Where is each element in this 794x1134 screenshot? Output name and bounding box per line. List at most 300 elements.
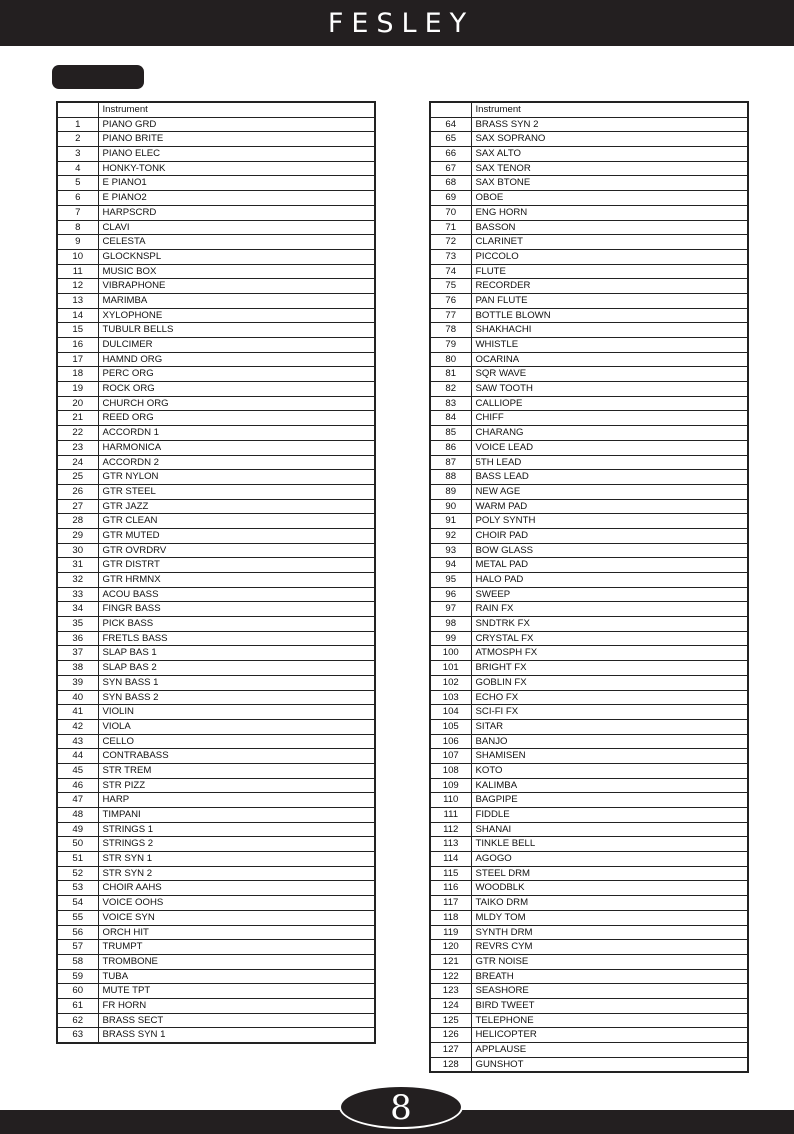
- instrument-name: PICCOLO: [471, 249, 748, 264]
- instrument-name: BRASS SECT: [98, 1013, 375, 1028]
- instrument-number: 99: [430, 631, 471, 646]
- table-row: [430, 1057, 748, 1072]
- table-row: [430, 705, 748, 720]
- instrument-name: CHOIR PAD: [471, 528, 748, 543]
- table-row: [57, 205, 375, 220]
- instrument-name: ROCK ORG: [98, 382, 375, 397]
- instrument-name: WOODBLK: [471, 881, 748, 896]
- table-row: [57, 396, 375, 411]
- instrument-name: REVRS CYM: [471, 940, 748, 955]
- instrument-number: 115: [430, 866, 471, 881]
- instrument-name: BOTTLE BLOWN: [471, 308, 748, 323]
- table-row: [430, 954, 748, 969]
- table-row: [430, 440, 748, 455]
- instrument-number: 102: [430, 675, 471, 690]
- table-row: [430, 147, 748, 162]
- instrument-number: 58: [57, 954, 98, 969]
- instrument-number: 71: [430, 220, 471, 235]
- instrument-column-header: Instrument: [98, 102, 375, 117]
- instrument-name: OBOE: [471, 191, 748, 206]
- instrument-name: TIMPANI: [98, 808, 375, 823]
- table-row: [57, 367, 375, 382]
- instrument-table-left: [56, 101, 376, 1044]
- table-row: [57, 484, 375, 499]
- instrument-name: GOBLIN FX: [471, 675, 748, 690]
- table-row: [57, 690, 375, 705]
- instrument-name: ATMOSPH FX: [471, 646, 748, 661]
- instrument-name: CHARANG: [471, 426, 748, 441]
- instrument-number: 125: [430, 1013, 471, 1028]
- instrument-number: 119: [430, 925, 471, 940]
- instrument-name: TELEPHONE: [471, 1013, 748, 1028]
- instrument-number: 108: [430, 763, 471, 778]
- instrument-name: BOW GLASS: [471, 543, 748, 558]
- table-row: [57, 352, 375, 367]
- table-row: [430, 1028, 748, 1043]
- instrument-number: 60: [57, 984, 98, 999]
- instrument-name: TINKLE BELL: [471, 837, 748, 852]
- table-row: [57, 382, 375, 397]
- table-row: [57, 249, 375, 264]
- table-row: [57, 411, 375, 426]
- instrument-name: FR HORN: [98, 998, 375, 1013]
- table-row: [430, 617, 748, 632]
- instrument-number: 85: [430, 426, 471, 441]
- instrument-number: 95: [430, 573, 471, 588]
- table-row: [430, 587, 748, 602]
- instrument-number: 62: [57, 1013, 98, 1028]
- instrument-name: MARIMBA: [98, 293, 375, 308]
- instrument-name: CLARINET: [471, 235, 748, 250]
- table-row: [57, 719, 375, 734]
- table-row: [430, 528, 748, 543]
- instrument-number: 109: [430, 778, 471, 793]
- table-row: [430, 514, 748, 529]
- instrument-number: 17: [57, 352, 98, 367]
- instrument-number: 22: [57, 426, 98, 441]
- instrument-name: CRYSTAL FX: [471, 631, 748, 646]
- instrument-name: TAIKO DRM: [471, 896, 748, 911]
- table-row: [57, 543, 375, 558]
- table-row: [57, 940, 375, 955]
- instrument-name: FLUTE: [471, 264, 748, 279]
- instrument-name: HARPSCRD: [98, 205, 375, 220]
- table-row: [430, 426, 748, 441]
- table-row: [430, 661, 748, 676]
- instrument-name: HALO PAD: [471, 573, 748, 588]
- instrument-name: SEASHORE: [471, 984, 748, 999]
- table-row: [430, 984, 748, 999]
- instrument-number: 63: [57, 1028, 98, 1043]
- instrument-name: NEW AGE: [471, 484, 748, 499]
- instrument-number: 11: [57, 264, 98, 279]
- instrument-number: 49: [57, 822, 98, 837]
- instrument-name: FIDDLE: [471, 808, 748, 823]
- instrument-number: 16: [57, 338, 98, 353]
- table-row: [430, 235, 748, 250]
- table-row: [57, 925, 375, 940]
- table-row: [430, 573, 748, 588]
- table-row: [430, 323, 748, 338]
- instrument-name: ACCORDN 1: [98, 426, 375, 441]
- table-row: [430, 352, 748, 367]
- table-row: [430, 910, 748, 925]
- table-row: [57, 235, 375, 250]
- table-row: [430, 367, 748, 382]
- table-row: [430, 675, 748, 690]
- table-row: [57, 617, 375, 632]
- table-row: [430, 308, 748, 323]
- instrument-number: 53: [57, 881, 98, 896]
- instrument-number: 77: [430, 308, 471, 323]
- page-number: 8: [390, 1088, 412, 1128]
- instrument-number: 13: [57, 293, 98, 308]
- instrument-number: 81: [430, 367, 471, 382]
- instrument-name: GTR NOISE: [471, 954, 748, 969]
- table-row: [430, 279, 748, 294]
- instrument-number: 82: [430, 382, 471, 397]
- table-row: [57, 808, 375, 823]
- table-row: [430, 249, 748, 264]
- table-row: [57, 264, 375, 279]
- instrument-name: WARM PAD: [471, 499, 748, 514]
- instrument-name: SAW TOOTH: [471, 382, 748, 397]
- table-row: [430, 969, 748, 984]
- instrument-name: GTR JAZZ: [98, 499, 375, 514]
- instrument-number: 65: [430, 132, 471, 147]
- instrument-name: GTR NYLON: [98, 470, 375, 485]
- instrument-name: CELESTA: [98, 235, 375, 250]
- instrument-number: 122: [430, 969, 471, 984]
- table-row: [57, 602, 375, 617]
- instrument-name: SAX BTONE: [471, 176, 748, 191]
- instrument-name: GUNSHOT: [471, 1057, 748, 1072]
- instrument-number: 76: [430, 293, 471, 308]
- instrument-number: 51: [57, 852, 98, 867]
- table-row: [57, 896, 375, 911]
- number-column-header: [57, 102, 98, 117]
- instrument-name: TROMBONE: [98, 954, 375, 969]
- table-row: [57, 514, 375, 529]
- table-row: [57, 528, 375, 543]
- table-row: [430, 558, 748, 573]
- instrument-name: STR SYN 1: [98, 852, 375, 867]
- table-row: [430, 1043, 748, 1058]
- instrument-name: GLOCKNSPL: [98, 249, 375, 264]
- table-row: [57, 837, 375, 852]
- table-row: [430, 220, 748, 235]
- table-row: [430, 998, 748, 1013]
- number-column-header: [430, 102, 471, 117]
- instrument-number: 31: [57, 558, 98, 573]
- table-row: [430, 1013, 748, 1028]
- instrument-number: 114: [430, 852, 471, 867]
- instrument-name: KOTO: [471, 763, 748, 778]
- instrument-name: HARMONICA: [98, 440, 375, 455]
- instrument-name: SLAP BAS 1: [98, 646, 375, 661]
- table-row: [57, 1013, 375, 1028]
- instrument-name: RECORDER: [471, 279, 748, 294]
- instrument-number: 14: [57, 308, 98, 323]
- instrument-number: 86: [430, 440, 471, 455]
- instrument-name: REED ORG: [98, 411, 375, 426]
- instrument-number: 39: [57, 675, 98, 690]
- instrument-number: 34: [57, 602, 98, 617]
- instrument-number: 107: [430, 749, 471, 764]
- table-row: [57, 499, 375, 514]
- instrument-number: 103: [430, 690, 471, 705]
- table-row: [57, 852, 375, 867]
- instrument-name: CHURCH ORG: [98, 396, 375, 411]
- table-row: [57, 1028, 375, 1043]
- instrument-number: 36: [57, 631, 98, 646]
- instrument-number: 9: [57, 235, 98, 250]
- table-header-row: [430, 102, 748, 117]
- table-row: [57, 426, 375, 441]
- instrument-number: 46: [57, 778, 98, 793]
- instrument-name: TRUMPT: [98, 940, 375, 955]
- table-row: [430, 631, 748, 646]
- instrument-name: BRIGHT FX: [471, 661, 748, 676]
- instrument-number: 101: [430, 661, 471, 676]
- instrument-number: 113: [430, 837, 471, 852]
- instrument-number: 121: [430, 954, 471, 969]
- instrument-name: SCI-FI FX: [471, 705, 748, 720]
- instrument-number: 126: [430, 1028, 471, 1043]
- header-bar: [0, 0, 794, 46]
- table-row: [57, 191, 375, 206]
- instrument-name: PIANO ELEC: [98, 147, 375, 162]
- instrument-name: OCARINA: [471, 352, 748, 367]
- table-row: [430, 719, 748, 734]
- table-row: [57, 176, 375, 191]
- instrument-name: SHANAI: [471, 822, 748, 837]
- table-row: [430, 837, 748, 852]
- instrument-name: SHAKHACHI: [471, 323, 748, 338]
- instrument-number: 70: [430, 205, 471, 220]
- table-row: [430, 455, 748, 470]
- instrument-number: 124: [430, 998, 471, 1013]
- table-row: [57, 778, 375, 793]
- instrument-number: 106: [430, 734, 471, 749]
- instrument-name: VOICE SYN: [98, 910, 375, 925]
- instrument-number: 15: [57, 323, 98, 338]
- table-row: [57, 793, 375, 808]
- table-row: [57, 866, 375, 881]
- instrument-name: BASS LEAD: [471, 470, 748, 485]
- table-row: [430, 411, 748, 426]
- instrument-number: 100: [430, 646, 471, 661]
- table-row: [430, 191, 748, 206]
- instrument-number: 41: [57, 705, 98, 720]
- instrument-name: POLY SYNTH: [471, 514, 748, 529]
- table-row: [57, 705, 375, 720]
- instrument-number: 79: [430, 338, 471, 353]
- instrument-number: 19: [57, 382, 98, 397]
- instrument-number: 33: [57, 587, 98, 602]
- instrument-number: 5: [57, 176, 98, 191]
- instrument-name: BRASS SYN 1: [98, 1028, 375, 1043]
- instrument-number: 93: [430, 543, 471, 558]
- instrument-name: PERC ORG: [98, 367, 375, 382]
- table-row: [430, 734, 748, 749]
- instrument-number: 18: [57, 367, 98, 382]
- instrument-name: PAN FLUTE: [471, 293, 748, 308]
- instrument-name: ECHO FX: [471, 690, 748, 705]
- instrument-name: ENG HORN: [471, 205, 748, 220]
- instrument-name: VOICE OOHS: [98, 896, 375, 911]
- instrument-number: 84: [430, 411, 471, 426]
- instrument-number: 88: [430, 470, 471, 485]
- instrument-number: 80: [430, 352, 471, 367]
- instrument-name: VIOLA: [98, 719, 375, 734]
- instrument-number: 55: [57, 910, 98, 925]
- instrument-number: 6: [57, 191, 98, 206]
- instrument-name: STR TREM: [98, 763, 375, 778]
- instrument-name: 5TH LEAD: [471, 455, 748, 470]
- instrument-name: VIBRAPHONE: [98, 279, 375, 294]
- instrument-number: 4: [57, 161, 98, 176]
- instrument-name: XYLOPHONE: [98, 308, 375, 323]
- instrument-name: SAX TENOR: [471, 161, 748, 176]
- table-row: [57, 881, 375, 896]
- table-row: [57, 338, 375, 353]
- instrument-name: STEEL DRM: [471, 866, 748, 881]
- table-row: [430, 749, 748, 764]
- instrument-number: 26: [57, 484, 98, 499]
- table-row: [57, 470, 375, 485]
- instrument-name: GTR DISTRT: [98, 558, 375, 573]
- table-row: [57, 440, 375, 455]
- instrument-number: 98: [430, 617, 471, 632]
- instrument-number: 64: [430, 117, 471, 132]
- page-number-badge: [339, 1085, 463, 1129]
- instrument-number: 91: [430, 514, 471, 529]
- instrument-name: CLAVI: [98, 220, 375, 235]
- table-row: [430, 822, 748, 837]
- instrument-name: STRINGS 2: [98, 837, 375, 852]
- table-row: [57, 161, 375, 176]
- instrument-number: 120: [430, 940, 471, 955]
- table-row: [57, 279, 375, 294]
- instrument-number: 105: [430, 719, 471, 734]
- instrument-number: 56: [57, 925, 98, 940]
- instrument-name: BAGPIPE: [471, 793, 748, 808]
- instrument-number: 43: [57, 734, 98, 749]
- instrument-name: GTR HRMNX: [98, 573, 375, 588]
- instrument-number: 12: [57, 279, 98, 294]
- instrument-number: 21: [57, 411, 98, 426]
- instrument-number: 25: [57, 470, 98, 485]
- instrument-number: 54: [57, 896, 98, 911]
- instrument-number: 118: [430, 910, 471, 925]
- instrument-number: 96: [430, 587, 471, 602]
- table-row: [57, 734, 375, 749]
- instrument-name: METAL PAD: [471, 558, 748, 573]
- instrument-name: CELLO: [98, 734, 375, 749]
- instrument-name: HARP: [98, 793, 375, 808]
- instrument-name: SQR WAVE: [471, 367, 748, 382]
- instrument-number: 111: [430, 808, 471, 823]
- instrument-name: TUBA: [98, 969, 375, 984]
- instrument-name: GTR STEEL: [98, 484, 375, 499]
- instrument-name: GTR CLEAN: [98, 514, 375, 529]
- instrument-name: SLAP BAS 2: [98, 661, 375, 676]
- instrument-name: RAIN FX: [471, 602, 748, 617]
- table-row: [430, 470, 748, 485]
- instrument-number: 78: [430, 323, 471, 338]
- table-row: [57, 293, 375, 308]
- table-row: [57, 117, 375, 132]
- instrument-number: 94: [430, 558, 471, 573]
- table-row: [57, 675, 375, 690]
- instrument-number: 87: [430, 455, 471, 470]
- instrument-number: 57: [57, 940, 98, 955]
- instrument-number: 29: [57, 528, 98, 543]
- instrument-number: 42: [57, 719, 98, 734]
- table-row: [57, 969, 375, 984]
- instrument-name: BREATH: [471, 969, 748, 984]
- table-row: [430, 852, 748, 867]
- instrument-name: BANJO: [471, 734, 748, 749]
- instrument-number: 69: [430, 191, 471, 206]
- instrument-name: GTR OVRDRV: [98, 543, 375, 558]
- table-row: [430, 690, 748, 705]
- instrument-name: CONTRABASS: [98, 749, 375, 764]
- table-row: [430, 763, 748, 778]
- instrument-number: 2: [57, 132, 98, 147]
- table-row: [430, 117, 748, 132]
- instrument-name: AGOGO: [471, 852, 748, 867]
- table-row: [57, 822, 375, 837]
- table-row: [430, 499, 748, 514]
- instrument-name: MUSIC BOX: [98, 264, 375, 279]
- instrument-number: 23: [57, 440, 98, 455]
- instrument-number: 128: [430, 1057, 471, 1072]
- instrument-number: 7: [57, 205, 98, 220]
- instrument-name: E PIANO1: [98, 176, 375, 191]
- instrument-number: 37: [57, 646, 98, 661]
- table-row: [430, 778, 748, 793]
- instrument-number: 1: [57, 117, 98, 132]
- instrument-number: 97: [430, 602, 471, 617]
- instrument-number: 116: [430, 881, 471, 896]
- instrument-number: 75: [430, 279, 471, 294]
- instrument-number: 110: [430, 793, 471, 808]
- instrument-number: 45: [57, 763, 98, 778]
- table-row: [430, 793, 748, 808]
- instrument-name: SWEEP: [471, 587, 748, 602]
- table-row: [430, 646, 748, 661]
- table-row: [430, 396, 748, 411]
- instrument-name: ACOU BASS: [98, 587, 375, 602]
- instrument-number: 10: [57, 249, 98, 264]
- table-row: [57, 646, 375, 661]
- table-row: [430, 896, 748, 911]
- instrument-table-right: [429, 101, 749, 1073]
- table-row: [430, 866, 748, 881]
- instrument-number: 90: [430, 499, 471, 514]
- table-row: [57, 954, 375, 969]
- table-row: [57, 661, 375, 676]
- instrument-name: SNDTRK FX: [471, 617, 748, 632]
- table-row: [57, 308, 375, 323]
- table-row: [57, 323, 375, 338]
- instrument-number: 83: [430, 396, 471, 411]
- instrument-name: APPLAUSE: [471, 1043, 748, 1058]
- instrument-name: STR SYN 2: [98, 866, 375, 881]
- instrument-name: VOICE LEAD: [471, 440, 748, 455]
